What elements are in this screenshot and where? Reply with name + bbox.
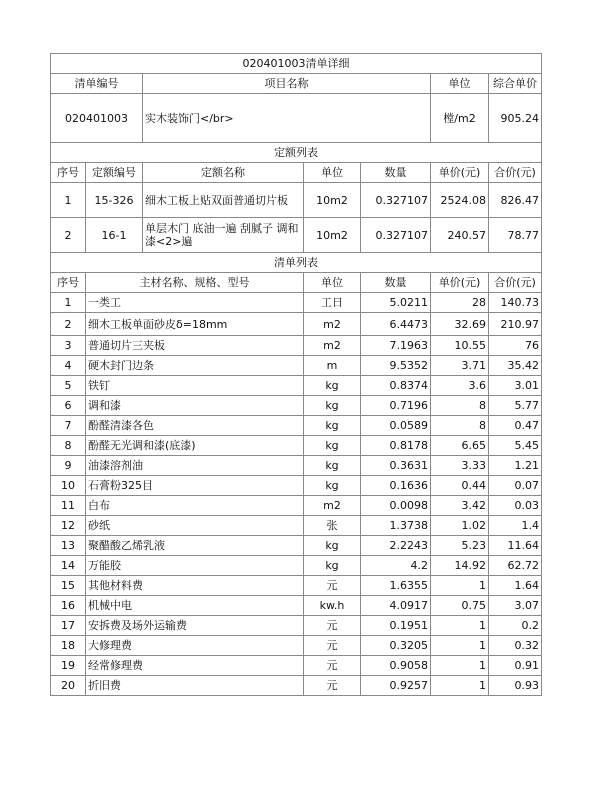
list-unit-price: 14.92 — [431, 556, 489, 576]
list-row — [51, 313, 542, 336]
list-index: 15 — [51, 576, 86, 596]
list-row — [51, 416, 542, 436]
list-material: 万能胶 — [86, 556, 304, 576]
quota-row — [51, 218, 542, 253]
list-unit: kg — [304, 436, 361, 456]
quota-section-title: 定额列表 — [51, 143, 542, 163]
list-row — [51, 556, 542, 576]
quota-col-name: 定额名称 — [143, 163, 304, 183]
list-row — [51, 676, 542, 696]
list-total: 0.03 — [489, 496, 542, 516]
list-index: 3 — [51, 336, 86, 356]
list-unit-price: 3.42 — [431, 496, 489, 516]
quota-unit: 10m2 — [304, 218, 361, 253]
list-unit: m2 — [304, 336, 361, 356]
list-row — [51, 336, 542, 356]
list-row — [51, 436, 542, 456]
quota-unit-price: 2524.08 — [431, 183, 489, 218]
list-material: 机械中电 — [86, 596, 304, 616]
list-unit-price: 10.55 — [431, 336, 489, 356]
list-row — [51, 616, 542, 636]
list-unit-price: 1 — [431, 576, 489, 596]
list-qty: 0.9257 — [361, 676, 431, 696]
list-unit-price: 1 — [431, 676, 489, 696]
list-qty: 4.2 — [361, 556, 431, 576]
list-row — [51, 476, 542, 496]
list-material: 经常修理费 — [86, 656, 304, 676]
list-col-total: 合价(元) — [489, 273, 542, 293]
quota-row — [51, 183, 542, 218]
list-qty: 9.5352 — [361, 356, 431, 376]
list-unit: m2 — [304, 313, 361, 336]
list-index: 12 — [51, 516, 86, 536]
list-material: 大修理费 — [86, 636, 304, 656]
quota-col-code: 定额编号 — [86, 163, 143, 183]
list-material: 石膏粉325目 — [86, 476, 304, 496]
list-unit: 元 — [304, 636, 361, 656]
list-unit-price: 0.75 — [431, 596, 489, 616]
list-qty: 0.1636 — [361, 476, 431, 496]
list-material: 调和漆 — [86, 396, 304, 416]
list-unit-price: 28 — [431, 293, 489, 313]
list-unit-price: 0.44 — [431, 476, 489, 496]
list-total: 1.64 — [489, 576, 542, 596]
list-row — [51, 293, 542, 313]
list-index: 2 — [51, 313, 86, 336]
list-unit-price: 1 — [431, 636, 489, 656]
list-unit: 元 — [304, 616, 361, 636]
list-index: 14 — [51, 556, 86, 576]
list-material: 酚醛清漆各色 — [86, 416, 304, 436]
list-qty: 1.6355 — [361, 576, 431, 596]
list-unit: kg — [304, 416, 361, 436]
item-name: 实木装饰门</br> — [143, 94, 431, 143]
list-total: 3.07 — [489, 596, 542, 616]
list-material: 一类工 — [86, 293, 304, 313]
list-index: 11 — [51, 496, 86, 516]
list-material: 砂纸 — [86, 516, 304, 536]
list-material: 细木工板单面砂皮δ=18mm — [86, 313, 304, 336]
item-code: 020401003 — [51, 94, 143, 143]
quota-qty: 0.327107 — [361, 218, 431, 253]
quota-col-unit: 单位 — [304, 163, 361, 183]
bill-detail-table — [50, 53, 542, 696]
list-qty: 0.0589 — [361, 416, 431, 436]
list-unit: m — [304, 356, 361, 376]
quota-code: 16-1 — [86, 218, 143, 253]
list-unit-price: 8 — [431, 416, 489, 436]
list-material: 安拆费及场外运输费 — [86, 616, 304, 636]
list-total: 0.91 — [489, 656, 542, 676]
list-qty: 0.8374 — [361, 376, 431, 396]
list-index: 6 — [51, 396, 86, 416]
list-unit: m2 — [304, 496, 361, 516]
list-total: 76 — [489, 336, 542, 356]
list-unit: kg — [304, 396, 361, 416]
quota-unit: 10m2 — [304, 183, 361, 218]
quota-col-unit-price: 单价(元) — [431, 163, 489, 183]
list-row — [51, 576, 542, 596]
list-unit-price: 6.65 — [431, 436, 489, 456]
list-unit: 元 — [304, 656, 361, 676]
list-qty: 5.0211 — [361, 293, 431, 313]
list-qty: 0.3631 — [361, 456, 431, 476]
list-row — [51, 496, 542, 516]
list-unit: kg — [304, 476, 361, 496]
list-unit: 元 — [304, 676, 361, 696]
list-material: 硬木封门边条 — [86, 356, 304, 376]
list-total: 1.4 — [489, 516, 542, 536]
list-col-unit-price: 单价(元) — [431, 273, 489, 293]
list-unit-price: 3.6 — [431, 376, 489, 396]
list-qty: 0.0098 — [361, 496, 431, 516]
quota-total: 826.47 — [489, 183, 542, 218]
quota-col-total: 合价(元) — [489, 163, 542, 183]
list-unit: kg — [304, 376, 361, 396]
list-total: 0.2 — [489, 616, 542, 636]
list-unit: kw.h — [304, 596, 361, 616]
list-total: 11.64 — [489, 536, 542, 556]
list-index: 19 — [51, 656, 86, 676]
list-material: 油漆溶剂油 — [86, 456, 304, 476]
list-total: 3.01 — [489, 376, 542, 396]
list-unit: kg — [304, 536, 361, 556]
list-total: 0.07 — [489, 476, 542, 496]
name-column-label: 项目名称 — [143, 74, 431, 94]
list-total: 5.45 — [489, 436, 542, 456]
list-index: 7 — [51, 416, 86, 436]
list-qty: 2.2243 — [361, 536, 431, 556]
list-unit-price: 3.33 — [431, 456, 489, 476]
list-qty: 0.3205 — [361, 636, 431, 656]
price-column-label: 综合单价 — [489, 74, 542, 94]
list-index: 18 — [51, 636, 86, 656]
quota-col-index: 序号 — [51, 163, 86, 183]
list-unit-price: 3.71 — [431, 356, 489, 376]
list-index: 16 — [51, 596, 86, 616]
list-total: 0.47 — [489, 416, 542, 436]
quota-name: 单层木门 底油一遍 刮腻子 调和漆<2>遍 — [143, 218, 304, 253]
list-material: 白布 — [86, 496, 304, 516]
list-unit-price: 32.69 — [431, 313, 489, 336]
table-title: 020401003清单详细 — [51, 54, 542, 74]
item-price: 905.24 — [489, 94, 542, 143]
list-index: 5 — [51, 376, 86, 396]
list-unit-price: 1.02 — [431, 516, 489, 536]
list-qty: 6.4473 — [361, 313, 431, 336]
list-qty: 4.0917 — [361, 596, 431, 616]
list-material: 铁钉 — [86, 376, 304, 396]
list-material: 其他材料费 — [86, 576, 304, 596]
list-unit: kg — [304, 556, 361, 576]
list-row — [51, 596, 542, 616]
list-material: 聚醋酸乙烯乳液 — [86, 536, 304, 556]
list-index: 17 — [51, 616, 86, 636]
quota-index: 1 — [51, 183, 86, 218]
list-unit: kg — [304, 456, 361, 476]
list-row — [51, 456, 542, 476]
list-col-index: 序号 — [51, 273, 86, 293]
list-total: 5.77 — [489, 396, 542, 416]
list-qty: 7.1963 — [361, 336, 431, 356]
list-index: 13 — [51, 536, 86, 556]
list-index: 8 — [51, 436, 86, 456]
list-row — [51, 396, 542, 416]
list-index: 9 — [51, 456, 86, 476]
code-column-label: 清单编号 — [51, 74, 143, 94]
quota-code: 15-326 — [86, 183, 143, 218]
unit-column-label: 单位 — [431, 74, 489, 94]
quota-col-qty: 数量 — [361, 163, 431, 183]
list-material: 普通切片三夹板 — [86, 336, 304, 356]
list-index: 20 — [51, 676, 86, 696]
list-section-title: 清单列表 — [51, 253, 542, 273]
list-col-material: 主材名称、规格、型号 — [86, 273, 304, 293]
list-qty: 0.8178 — [361, 436, 431, 456]
list-row — [51, 536, 542, 556]
list-total: 0.32 — [489, 636, 542, 656]
list-total: 1.21 — [489, 456, 542, 476]
quota-name: 细木工板上贴双面普通切片板 — [143, 183, 304, 218]
list-qty: 0.7196 — [361, 396, 431, 416]
list-row — [51, 376, 542, 396]
list-total: 0.93 — [489, 676, 542, 696]
item-unit: 樘/m2 — [431, 94, 489, 143]
list-index: 4 — [51, 356, 86, 376]
list-col-qty: 数量 — [361, 273, 431, 293]
list-unit-price: 5.23 — [431, 536, 489, 556]
quota-qty: 0.327107 — [361, 183, 431, 218]
list-total: 140.73 — [489, 293, 542, 313]
list-row — [51, 636, 542, 656]
list-index: 10 — [51, 476, 86, 496]
list-row — [51, 356, 542, 376]
list-unit-price: 8 — [431, 396, 489, 416]
list-total: 35.42 — [489, 356, 542, 376]
list-unit: 张 — [304, 516, 361, 536]
list-unit: 工日 — [304, 293, 361, 313]
list-total: 62.72 — [489, 556, 542, 576]
list-material: 折旧费 — [86, 676, 304, 696]
list-index: 1 — [51, 293, 86, 313]
list-qty: 1.3738 — [361, 516, 431, 536]
list-material: 酚醛无光调和漆(底漆) — [86, 436, 304, 456]
quota-index: 2 — [51, 218, 86, 253]
list-qty: 0.9058 — [361, 656, 431, 676]
list-row — [51, 656, 542, 676]
quota-unit-price: 240.57 — [431, 218, 489, 253]
list-unit: 元 — [304, 576, 361, 596]
list-unit-price: 1 — [431, 616, 489, 636]
list-row — [51, 516, 542, 536]
list-unit-price: 1 — [431, 656, 489, 676]
list-total: 210.97 — [489, 313, 542, 336]
quota-total: 78.77 — [489, 218, 542, 253]
list-qty: 0.1951 — [361, 616, 431, 636]
list-col-unit: 单位 — [304, 273, 361, 293]
